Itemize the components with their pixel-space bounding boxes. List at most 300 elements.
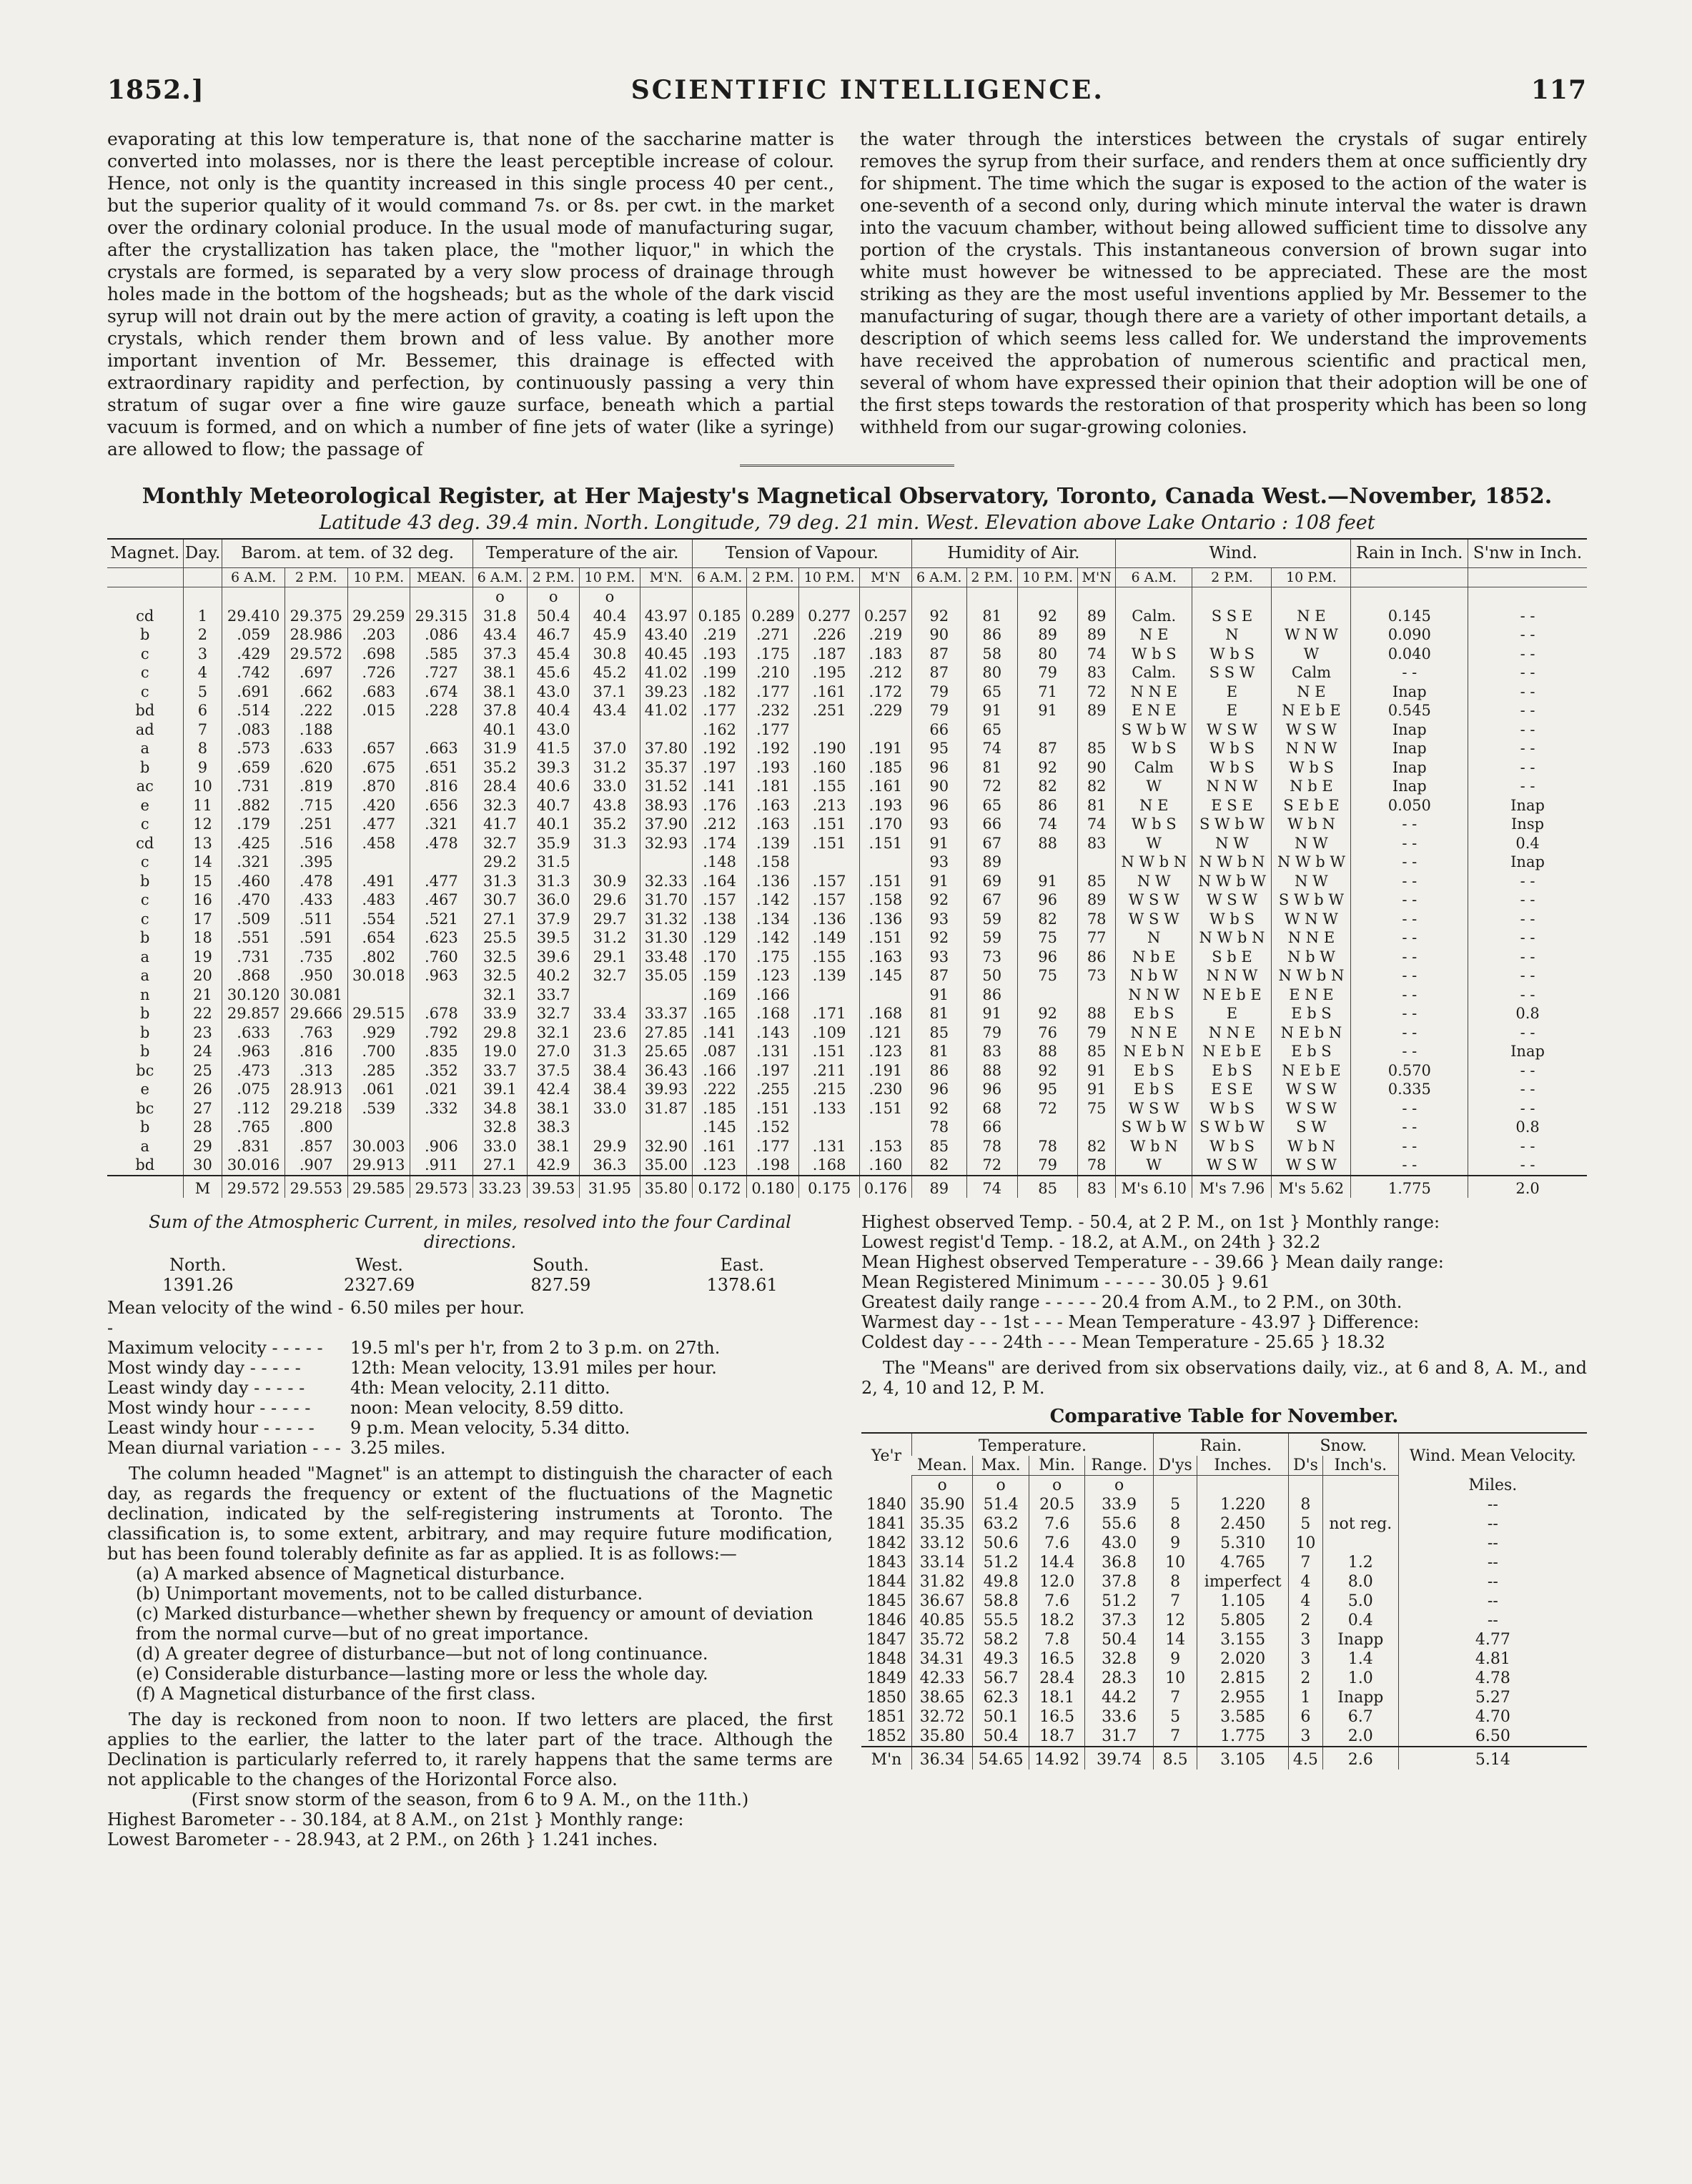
comp-cell: 8.5 [1153, 1747, 1197, 1769]
register-cell: .164 [692, 872, 747, 891]
register-cell: 66 [966, 1118, 1017, 1137]
group-head: Magnet. [107, 539, 183, 567]
register-cell: ad [135, 720, 154, 738]
register-cell: N N W [1192, 777, 1272, 796]
comp-cell: 2.020 [1197, 1649, 1289, 1669]
subhead-cell: 6 A.M. [222, 567, 285, 587]
lower-right-column [861, 1212, 1587, 1850]
register-cell [640, 853, 692, 872]
register-cell: 29.2 [473, 853, 528, 872]
comp-cell: 10 [1288, 1534, 1322, 1553]
wind-stat-label: Most windy day - - - - - [107, 1358, 301, 1378]
register-cell: b [140, 626, 150, 643]
register-cell: .835 [410, 1042, 473, 1061]
register-cell: 66 [911, 720, 966, 740]
temperature-stat-line: Highest observed Temp. - 50.4, at 2 P. M., on 1st } Monthly range: [861, 1212, 1440, 1232]
register-cell: .176 [692, 796, 747, 815]
running-header [107, 75, 1587, 105]
register-cell: N N E [1192, 1023, 1272, 1043]
table-row [107, 1118, 1587, 1137]
subhead-cell: 6 A.M. [473, 567, 528, 587]
register-cell: 31.3 [473, 872, 528, 891]
register-cell: 10 [183, 777, 222, 796]
comp-cell: 5 [1288, 1514, 1322, 1534]
register-cell: 35.9 [528, 834, 580, 853]
register-cell: .727 [410, 663, 473, 682]
register-cell: 29.6 [580, 890, 640, 910]
comp-cell: 4.5 [1288, 1747, 1322, 1769]
register-cell: Calm [1115, 758, 1192, 778]
register-cell [640, 986, 692, 1005]
comp-cell: 1848 [866, 1650, 906, 1668]
register-cell: - - [1468, 701, 1587, 720]
register-cell: E S E [1192, 796, 1272, 815]
register-cell: 83 [1078, 834, 1116, 853]
register-cell: .792 [410, 1023, 473, 1043]
comp-cell: 2.6 [1322, 1747, 1398, 1769]
table-row [861, 1707, 1587, 1727]
register-cell: .166 [747, 986, 799, 1005]
register-cell: 1.775 [1351, 1176, 1468, 1198]
comp-cell: 31.82 [911, 1572, 972, 1592]
register-cell: N N W [1192, 966, 1272, 986]
register-cell: N N W [1115, 986, 1192, 1005]
register-cell [1078, 720, 1116, 740]
comp-cell: 1846 [866, 1612, 906, 1629]
register-cell: - - [1351, 1118, 1468, 1137]
register-cell: .683 [347, 682, 410, 702]
register-cell: 39.3 [528, 758, 580, 778]
register-cell [222, 587, 285, 607]
register-cell [799, 587, 860, 607]
register-cell: S W b W [1192, 815, 1272, 834]
register-cell: .112 [222, 1099, 285, 1118]
table-row [861, 1514, 1587, 1534]
register-cell: .882 [222, 796, 285, 815]
wind-stat-line [107, 1358, 833, 1378]
baro-high: Highest Barometer - - 30.184, at 8 A.M., on 21st } Monthly range: [107, 1810, 684, 1830]
register-cell [1017, 720, 1078, 740]
register-cell: 91 [966, 701, 1017, 720]
table-row [107, 1156, 1587, 1176]
table-row [107, 777, 1587, 796]
register-cell: W b S [1272, 758, 1351, 778]
register-cell: 68 [966, 1099, 1017, 1118]
register-cell: .142 [747, 928, 799, 948]
register-cell [1272, 587, 1351, 607]
register-cell: .514 [222, 701, 285, 720]
register-cell: 0.257 [859, 607, 911, 626]
register-cell: S W b W [1115, 1118, 1192, 1137]
subhead-cell: 6 A.M. [1115, 567, 1192, 587]
register-cell: b [140, 1043, 150, 1060]
register-cell: 33.37 [640, 1004, 692, 1023]
day-paragraph: The day is reckoned from noon to noon. If two letters are placed, the first applies to the earlier, the latter to the later part of the trace. Although the Declination is particularly referred to, it rarely happens that the same terms are not applicable to the changes of the Horizontal Force also. [107, 1709, 833, 1790]
register-cell: 93 [911, 853, 966, 872]
register-cell: cd [136, 607, 154, 625]
table-row [861, 1572, 1587, 1592]
register-cell: bc [136, 1061, 154, 1079]
register-cell: .868 [222, 966, 285, 986]
temperature-stat-line: Greatest daily range - - - - - 20.4 from A.M., to 2 P.M., on 30th. [861, 1292, 1402, 1312]
register-cell: N E [1115, 625, 1192, 645]
register-cell: .168 [799, 1156, 860, 1176]
register-cell: 92 [911, 1099, 966, 1118]
register-cell: 11 [183, 796, 222, 815]
register-cell: .656 [410, 796, 473, 815]
comp-cell: 14 [1153, 1630, 1197, 1649]
register-cell: .509 [222, 910, 285, 929]
comp-cell: 39.74 [1085, 1747, 1153, 1769]
table-row [107, 645, 1587, 664]
wind-stat-value: 4th: Mean velocity, 2.11 ditto. [350, 1378, 610, 1398]
register-cell: 19.0 [473, 1042, 528, 1061]
register-cell: N W [1115, 872, 1192, 891]
comp-cell: 16.5 [1029, 1707, 1085, 1727]
register-cell: 38.93 [640, 796, 692, 815]
register-cell: 96 [911, 1080, 966, 1099]
subhead-cell [183, 567, 222, 587]
comp-cell [1322, 1534, 1398, 1553]
register-cell [692, 587, 747, 607]
comp-cell: 3.585 [1197, 1707, 1289, 1727]
register-cell: 30.018 [347, 966, 410, 986]
register-cell: 72 [966, 1156, 1017, 1176]
comp-cell: 1842 [866, 1534, 906, 1552]
register-cell: - - [1468, 890, 1587, 910]
register-cell: 0.277 [799, 607, 860, 626]
comp-cell: 8 [1288, 1495, 1322, 1514]
comp-cell: 18.2 [1029, 1611, 1085, 1630]
comp-cell: 38.65 [911, 1688, 972, 1707]
register-cell: c [140, 645, 149, 662]
register-cell: .190 [799, 739, 860, 758]
comp-cell: 3 [1288, 1649, 1322, 1669]
means-note: The "Means" are derived from six observations daily, viz., at 6 and 8, A. M., and 2, 4, 10 and 12, P. M. [861, 1358, 1587, 1398]
register-cell: 78 [1078, 1156, 1116, 1176]
register-cell: .151 [747, 1099, 799, 1118]
comp-cell: 16.5 [1029, 1649, 1085, 1669]
register-cell: 79 [1017, 663, 1078, 682]
wind-stat-label: Mean diurnal variation - - - [107, 1438, 341, 1458]
register-cell: - - [1468, 872, 1587, 891]
register-cell: 23 [183, 1023, 222, 1043]
register-cell: .662 [285, 682, 347, 702]
register-cell: .165 [692, 1004, 747, 1023]
subhead-cell: 2 P.M. [747, 567, 799, 587]
register-cell: 31.9 [473, 739, 528, 758]
register-cell: 81 [911, 1042, 966, 1061]
table-row [107, 739, 1587, 758]
register-cell: .160 [799, 758, 860, 778]
register-cell: 37.3 [473, 645, 528, 664]
table-row [107, 701, 1587, 720]
register-cell: E b S [1115, 1004, 1192, 1023]
register-cell: .158 [859, 890, 911, 910]
classification-item: (d) A greater degree of disturbance—but not of long continuance. [136, 1644, 708, 1664]
comp-cell: 35.72 [911, 1630, 972, 1649]
register-cell: bd [135, 1156, 155, 1173]
register-cell: E [1192, 1004, 1272, 1023]
register-cell: W S W [1192, 890, 1272, 910]
register-cell: .222 [285, 701, 347, 720]
register-cell: 29 [183, 1137, 222, 1156]
register-cell: N E b E [1272, 1061, 1351, 1081]
register-cell: N N E [1272, 928, 1351, 948]
register-cell: N [1192, 625, 1272, 645]
register-cell [580, 720, 640, 740]
comp-cell: 2.450 [1197, 1514, 1289, 1534]
register-cell: S W b W [1115, 720, 1192, 740]
register-cell: .963 [222, 1042, 285, 1061]
register-cell: .157 [799, 890, 860, 910]
comp-subhead-cell: Mean. [911, 1456, 972, 1476]
register-cell: .155 [799, 948, 860, 967]
register-cell: .491 [347, 872, 410, 891]
register-cell: - - [1468, 625, 1587, 645]
register-cell: .175 [747, 948, 799, 967]
register-cell: .138 [692, 910, 747, 929]
register-cell: c [140, 664, 149, 681]
section-divider [740, 465, 954, 477]
register-cell: 78 [911, 1118, 966, 1137]
register-cell: .539 [347, 1099, 410, 1118]
direction-labels [107, 1255, 833, 1295]
register-cell: .133 [799, 1099, 860, 1118]
register-cell: 93 [911, 948, 966, 967]
register-cell: - - [1468, 948, 1587, 967]
register-cell: 81 [1078, 796, 1116, 815]
comp-cell: 6.50 [1398, 1727, 1587, 1747]
register-cell: .148 [692, 853, 747, 872]
register-cell [1017, 986, 1078, 1005]
comp-cell: 28.4 [1029, 1669, 1085, 1688]
register-cell: 75 [1078, 1099, 1116, 1118]
register-cell: 35.2 [580, 815, 640, 834]
register-cell: 37.8 [473, 701, 528, 720]
register-cell [1115, 587, 1192, 607]
register-cell: .819 [285, 777, 347, 796]
register-subtitle: Latitude 43 deg. 39.4 min. North. Longitude, 79 deg. 21 min. West. Elevation above Lake Ontario : 108 feet [319, 512, 1375, 534]
register-cell: 16 [183, 890, 222, 910]
register-cell: .691 [222, 682, 285, 702]
register-cell: 37.90 [640, 815, 692, 834]
register-cell: 43.0 [528, 682, 580, 702]
comp-cell: 5 [1153, 1495, 1197, 1514]
comp-cell: 49.8 [973, 1572, 1029, 1592]
register-cell: .157 [692, 890, 747, 910]
register-cell: - - [1468, 777, 1587, 796]
register-cell: 80 [966, 663, 1017, 682]
register-cell: Inap [1351, 739, 1468, 758]
val-north: 1391.26 [162, 1275, 234, 1295]
register-cell: .659 [222, 758, 285, 778]
register-cell: .271 [747, 625, 799, 645]
register-cell: 96 [911, 796, 966, 815]
register-cell: .172 [859, 682, 911, 702]
register-cell: 40.4 [580, 607, 640, 626]
register-cell: 0.8 [1468, 1004, 1587, 1023]
classification-item: (a) A marked absence of Magnetical disturbance. [136, 1564, 565, 1584]
register-cell: E N E [1272, 986, 1351, 1005]
table-row [107, 1004, 1587, 1023]
register-cell: .145 [692, 1118, 747, 1137]
register-cell: b [140, 758, 150, 776]
register-cell: W S W [1272, 1099, 1351, 1118]
register-cell: .170 [692, 948, 747, 967]
val-east: 1378.61 [706, 1275, 778, 1295]
subhead-cell: 6 A.M. [911, 567, 966, 587]
register-cell: .800 [285, 1118, 347, 1137]
register-cell: 45.4 [528, 645, 580, 664]
comp-cell: o [911, 1476, 972, 1496]
register-cell: 88 [966, 1061, 1017, 1081]
comp-cell: 33.6 [1085, 1707, 1153, 1727]
register-cell: 29.666 [285, 1004, 347, 1023]
register-cell: 31.3 [528, 872, 580, 891]
register-cell: - - [1468, 1080, 1587, 1099]
register-cell: 65 [966, 796, 1017, 815]
register-cell: .182 [692, 682, 747, 702]
register-cell: 90 [1078, 758, 1116, 778]
register-cell: .139 [799, 966, 860, 986]
register-cell: - - [1351, 1004, 1468, 1023]
register-cell: .203 [347, 625, 410, 645]
wind-stat-label: Maximum velocity - - - - - [107, 1338, 323, 1358]
table-row [861, 1630, 1587, 1649]
register-cell: 32.7 [580, 966, 640, 986]
register-cell: - - [1468, 739, 1587, 758]
register-cell: 31.70 [640, 890, 692, 910]
register-cell: 29.573 [410, 1176, 473, 1198]
register-cell: 37.5 [528, 1061, 580, 1081]
register-cell: .212 [859, 663, 911, 682]
comp-cell: -- [1398, 1495, 1587, 1514]
register-cell: .163 [747, 796, 799, 815]
register-cell: .477 [410, 872, 473, 891]
register-cell: 85 [1078, 872, 1116, 891]
register-cell: 45.6 [528, 663, 580, 682]
register-cell: 73 [966, 948, 1017, 967]
register-cell: .511 [285, 910, 347, 929]
comparative-group-header [861, 1433, 1587, 1456]
register-cell: 29.7 [580, 910, 640, 929]
register-cell: 71 [1017, 682, 1078, 702]
subhead-cell: 2 P.M. [285, 567, 347, 587]
register-cell: E b S [1115, 1080, 1192, 1099]
register-cell: 78 [1078, 910, 1116, 929]
group-head: Barom. at tem. of 32 deg. [222, 539, 473, 567]
register-cell: 0.185 [692, 607, 747, 626]
register-cell: N W b W [1272, 853, 1351, 872]
register-cell: 92 [911, 928, 966, 948]
register-cell: 38.4 [580, 1061, 640, 1081]
register-cell: 82 [911, 1156, 966, 1176]
subhead-cell [107, 567, 183, 587]
comp-cell: o [973, 1476, 1029, 1496]
comp-cell: 54.65 [973, 1747, 1029, 1769]
register-cell: 33.0 [580, 1099, 640, 1118]
table-row [107, 948, 1587, 967]
comp-cell: 5 [1153, 1707, 1197, 1727]
comparative-table [861, 1432, 1587, 1769]
comp-subhead-cell: Inch's. [1322, 1456, 1398, 1476]
register-cell: 0.8 [1468, 1118, 1587, 1137]
register-cell: E b S [1192, 1061, 1272, 1081]
register-cell: .715 [285, 796, 347, 815]
register-cell: e [140, 796, 149, 814]
comp-cell: 1851 [866, 1708, 906, 1726]
register-cell [1078, 587, 1116, 607]
register-cell: .191 [859, 739, 911, 758]
register-cell: .551 [222, 928, 285, 948]
comp-cell: 37.3 [1085, 1611, 1153, 1630]
register-cell: N W b N [1115, 853, 1192, 872]
register-cell: 72 [1017, 1099, 1078, 1118]
subhead-cell: 2 P.M. [1192, 567, 1272, 587]
register-cell: Inap [1468, 796, 1587, 815]
register-cell [410, 986, 473, 1005]
register-cell [580, 1118, 640, 1137]
register-cell: 74 [1078, 815, 1116, 834]
register-cell [1468, 587, 1587, 607]
register-cell: 86 [1078, 948, 1116, 967]
register-cell: 30.9 [580, 872, 640, 891]
register-cell: .193 [692, 645, 747, 664]
register-cell: 91 [1078, 1061, 1116, 1081]
comp-cell: 33.9 [1085, 1495, 1153, 1514]
register-cell: 31.87 [640, 1099, 692, 1118]
table-row [107, 853, 1587, 872]
group-head: Day. [183, 539, 222, 567]
register-cell: .109 [799, 1023, 860, 1043]
register-cell: .187 [799, 645, 860, 664]
register-cell: 24 [183, 1042, 222, 1061]
comp-cell: 7 [1153, 1727, 1197, 1747]
register-cell: .210 [747, 663, 799, 682]
register-cell: .143 [747, 1023, 799, 1043]
register-cell: S E b E [1272, 796, 1351, 815]
table-row [861, 1649, 1587, 1669]
register-cell: 90 [911, 625, 966, 645]
register-cell: - - [1468, 720, 1587, 740]
register-cell: .121 [859, 1023, 911, 1043]
register-cell: 90 [911, 777, 966, 796]
register-cell: .179 [222, 815, 285, 834]
table-row [107, 1137, 1587, 1156]
comp-cell: 10 [1153, 1669, 1197, 1688]
register-cell: .163 [859, 948, 911, 967]
comp-cell: 0.4 [1322, 1611, 1398, 1630]
comp-cell: 2.955 [1197, 1688, 1289, 1707]
register-cell: 81 [966, 607, 1017, 626]
comp-cell: 37.8 [1085, 1572, 1153, 1592]
register-cell: S W b W [1272, 890, 1351, 910]
register-cell: 89 [1078, 607, 1116, 626]
register-cell: W N W [1272, 910, 1351, 929]
comp-cell: 12 [1153, 1611, 1197, 1630]
register-cell: .193 [859, 796, 911, 815]
comp-group-head: Wind. Mean Velocity. [1398, 1433, 1587, 1476]
register-cell: 25.5 [473, 928, 528, 948]
register-cell: .483 [347, 890, 410, 910]
register-cell: .161 [799, 682, 860, 702]
register-cell: .473 [222, 1061, 285, 1081]
comp-cell: o [1085, 1476, 1153, 1496]
comp-cell: 33.14 [911, 1553, 972, 1572]
register-cell: .136 [859, 910, 911, 929]
register-cell: 69 [966, 872, 1017, 891]
